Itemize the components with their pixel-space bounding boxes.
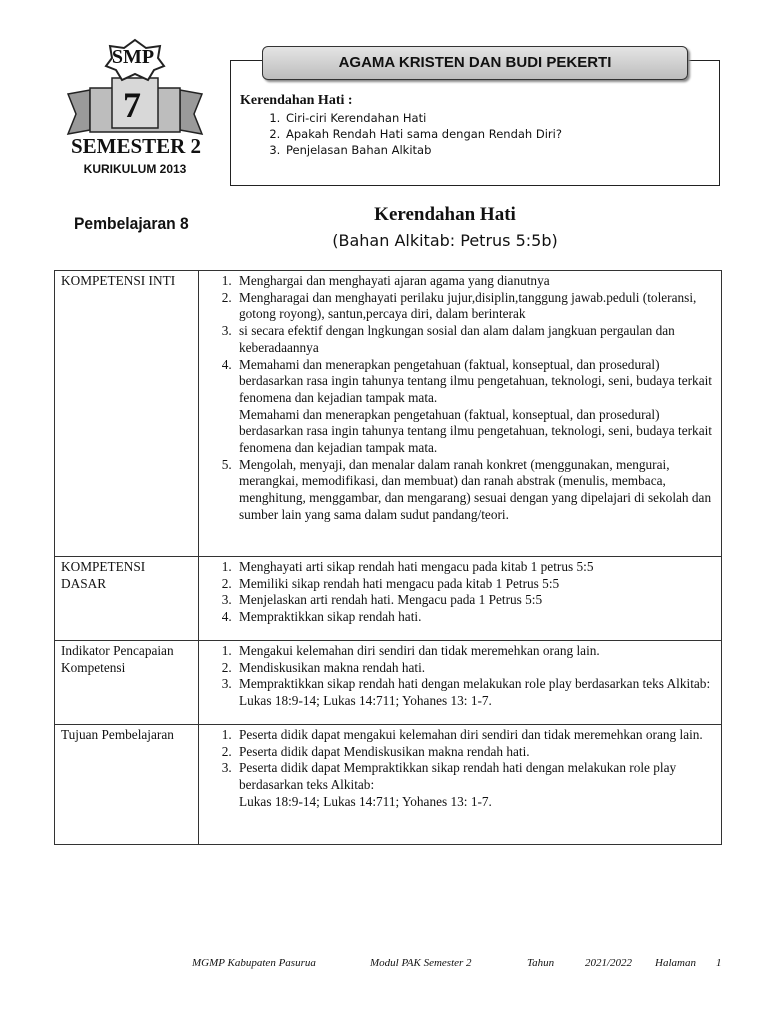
table-row-kd [55, 557, 722, 641]
list-item: 3. si secara efektif dengan lngkungan sosial dan alam dalam jangkuan pergaulan dan keberadaannya [235, 323, 715, 356]
topic-item: 2. Apakah Rendah Hati sama dengan Rendah Diri? [284, 126, 562, 142]
list-item: 1. Mengakui kelemahan diri sendiri dan tidak meremehkan orang lain. [235, 643, 715, 660]
list-item-text: Peserta didik dapat Mempraktikkan sikap rendah hati dengan melakukan role play berdasarkan teks Alkitab: [239, 760, 677, 793]
list-item: 5. Mengolah, menyaji, dan menalar dalam ranah konkret (menggunakan, mengurai, merangkai, memodifikasi, dan membuat) dan ranah abstrak (menulis, membaca, menghitung, menggambar, dan mengarang) sesuai dengan yang dipelajari di sekolah dan sumber lain yang sama dalam sudut pandang/teori. [235, 457, 715, 524]
curriculum-label: KURIKULUM 2013 [83, 162, 187, 176]
row-content [199, 557, 722, 641]
list-item: 2. Memiliki sikap rendah hati mengacu pada kitab 1 Petrus 5:5 [235, 576, 715, 593]
footer-org: MGMP Kabupaten Pasurua [192, 957, 316, 969]
list-item-continuation: Lukas 18:9-14; Lukas 14:711; Yohanes 13: 1-7. [239, 793, 492, 809]
list-item: 1. Peserta didik dapat mengakui kelemahan diri sendiri dan tidak meremehkan orang lain. [235, 727, 715, 744]
list-item: 3. Mempraktikkan sikap rendah hati dengan melakukan role play berdasarkan teks Alkitab: Lukas 18:9-14; Lukas 14:711; Yohanes 13: 1-7. [235, 676, 715, 709]
topic-item: 1. Ciri-ciri Kerendahan Hati [284, 110, 562, 126]
school-level-label: SMP [111, 46, 155, 68]
row-label: Indikator Pencapaian Kompetensi [55, 641, 199, 725]
row-label: Tujuan Pembelajaran [55, 725, 199, 845]
list-item: 1. Menghargai dan menghayati ajaran agama yang dianutnya [235, 273, 715, 290]
list-item-text: Memahami dan menerapkan pengetahuan (faktual, konseptual, dan prosedural) berdasarkan rasa ingin tahunya tentang ilmu pengetahuan, teknologi, seni, budaya terkait fenomena dan kejadian tampak mata. [239, 356, 712, 405]
list-item-continuation: Memahami dan menerapkan pengetahuan (faktual, konseptual, dan prosedural) berdasarkan rasa ingin tahunya tentang ilmu pengetahuan, teknologi, seni, budaya terkait fenomena dan kejadian tampak mata. [239, 406, 712, 456]
row-content [199, 641, 722, 725]
lesson-number-label: Pembelajaran 8 [74, 214, 189, 233]
table-row-tp [55, 725, 722, 845]
topic-item: 3. Penjelasan Bahan Alkitab [284, 142, 562, 158]
table-row-ipk [55, 641, 722, 725]
lesson-title: Kerendahan Hati [374, 204, 516, 225]
list-item: 4. Mempraktikkan sikap rendah hati. [235, 609, 715, 626]
competency-table [54, 270, 722, 845]
footer-year: 2021/2022 [585, 957, 633, 969]
row-label: KOMPETENSI DASAR [55, 557, 199, 641]
subject-title: AGAMA KRISTEN DAN BUDI PEKERTI [262, 46, 688, 80]
footer-page-label: Halaman [655, 957, 696, 969]
semester-label: SEMESTER 2 [70, 134, 202, 158]
topic-list [240, 110, 562, 158]
list-item: 2. Mendiskusikan makna rendah hati. [235, 660, 715, 677]
table-row-ki [55, 271, 722, 557]
row-label: KOMPETENSI INTI [55, 271, 199, 557]
row-content [199, 271, 722, 557]
list-item: 3. Menjelaskan arti rendah hati. Mengacu pada 1 Petrus 5:5 [235, 592, 715, 609]
lesson-bible-reference: (Bahan Alkitab: Petrus 5:5b) [332, 231, 558, 250]
row-content [199, 725, 722, 845]
footer-module: Modul PAK Semester 2 [370, 957, 472, 969]
list-item: 2. Peserta didik dapat Mendiskusikan makna rendah hati. [235, 744, 715, 761]
footer-page-number: 1 [716, 957, 722, 969]
list-item: 2. Mengharagai dan menghayati perilaku jujur,disiplin,tanggung jawab.peduli (toleransi, gotong royong), santun,percaya diri, dalam berinterak [235, 290, 715, 323]
footer-year-label: Tahun [527, 957, 555, 969]
topic-heading: Kerendahan Hati : [240, 93, 353, 108]
grade-number: 7 [123, 85, 141, 125]
list-item [235, 760, 715, 810]
list-item [235, 357, 715, 457]
list-item: 1. Menghayati arti sikap rendah hati mengacu pada kitab 1 petrus 5:5 [235, 559, 715, 576]
